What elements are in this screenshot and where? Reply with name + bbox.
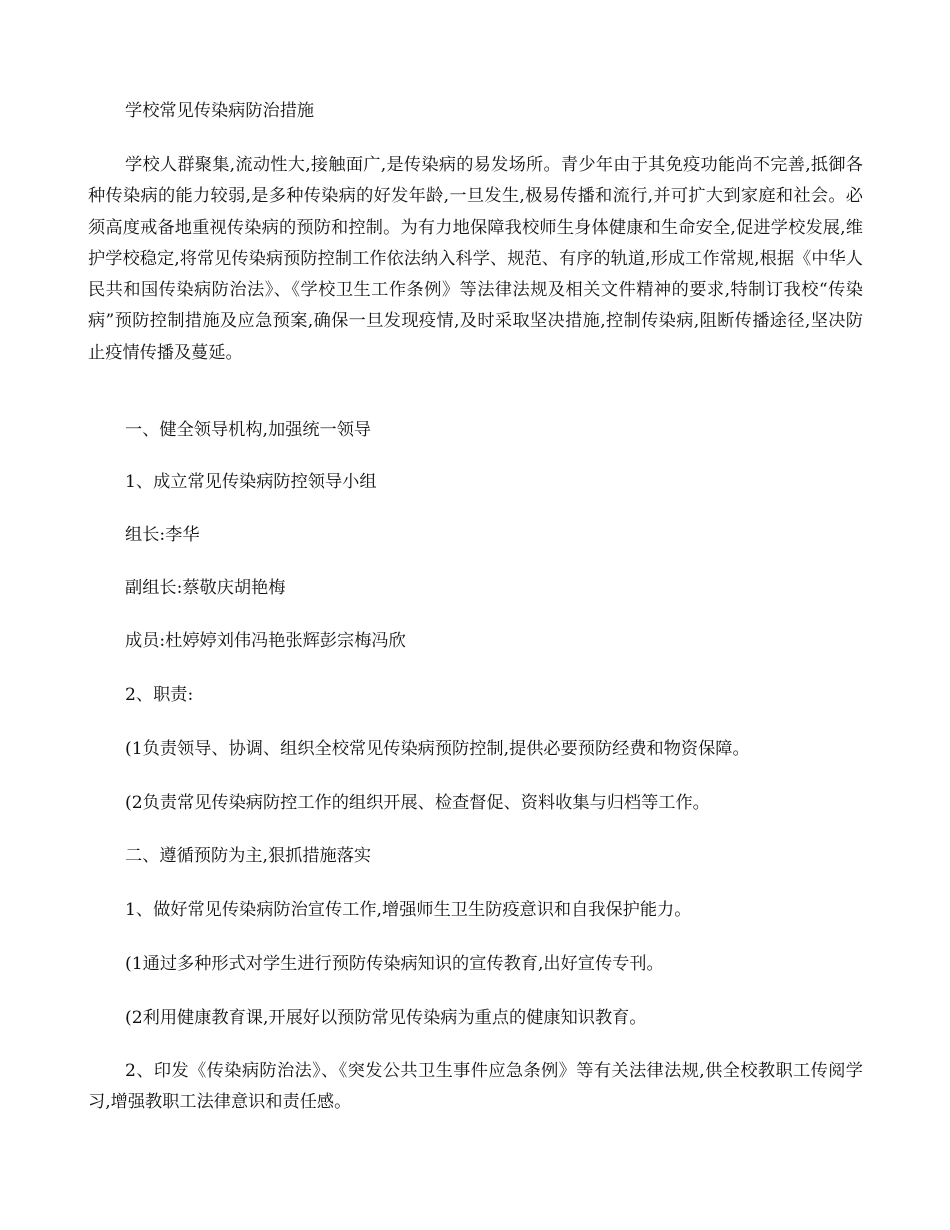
members-line: 成员:杜婷婷刘伟冯艳张辉彭宗梅冯欣 (125, 631, 406, 651)
item-1-1: 1、成立常见传染病防控领导小组 (125, 472, 377, 492)
leader-line: 组长:李华 (125, 525, 200, 545)
deputy-leader-line: 副组长:蔡敬庆胡艳梅 (125, 578, 286, 598)
section-2-heading: 二、遵循预防为主,狠抓措施落实 (125, 846, 372, 866)
item-2-1-a: (1通过多种形式对学生进行预防传染病知识的宣传教育,出好宣传专刊。 (125, 954, 664, 974)
section-1-heading: 一、健全领导机构,加强统一领导 (125, 420, 372, 440)
duty-2: (2负责常见传染病防控工作的组织开展、检查督促、资料收集与归档等工作。 (125, 793, 710, 813)
item-2-1-b: (2利用健康教育课,开展好以预防常见传染病为重点的健康知识教育。 (125, 1008, 647, 1028)
item-1-2: 2、职责: (125, 685, 194, 705)
document-title: 学校常见传染病防治措施 (125, 101, 315, 121)
item-2-2: 2、印发《传染病防治法》、《突发公共卫生事件应急条例》等有关法律法规,供全校教职工传阅学习,增强教职工法律意识和责任感。 (88, 1061, 863, 1113)
item-2-1: 1、做好常见传染病防治宣传工作,增强师生卫生防疫意识和自我保护能力。 (125, 900, 692, 920)
intro-paragraph: 学校人群聚集,流动性大,接触面广,是传染病的易发场所。青少年由于其免疫功能尚不完善,抵御各种传染病的能力较弱,是多种传染病的好发年龄,一旦发生,极易传播和流行,并可扩大到家庭和社会。必须高度戒备地重视传染病的预防和控制。为有力地保障我校师生身体健康和生命安全,促进学校发展,维护学校稳定,将常见传染病预防控制工作依法纳入科学、规范、有序的轨道,形成工作常规,根据《中华人民共和国传染病防治法》、《学校卫生工作条例》等法律法规及相关文件精神的要求,特制订我校“传染病”预防控制措施及应急预案,确保一旦发现疫情,及时采取坚决措施,控制传染病,阻断传播途径,坚决防止疫情传播及蔓延。 (88, 155, 863, 363)
duty-1: (1负责领导、协调、组织全校常见传染病预防控制,提供必要预防经费和物资保障。 (125, 739, 750, 759)
